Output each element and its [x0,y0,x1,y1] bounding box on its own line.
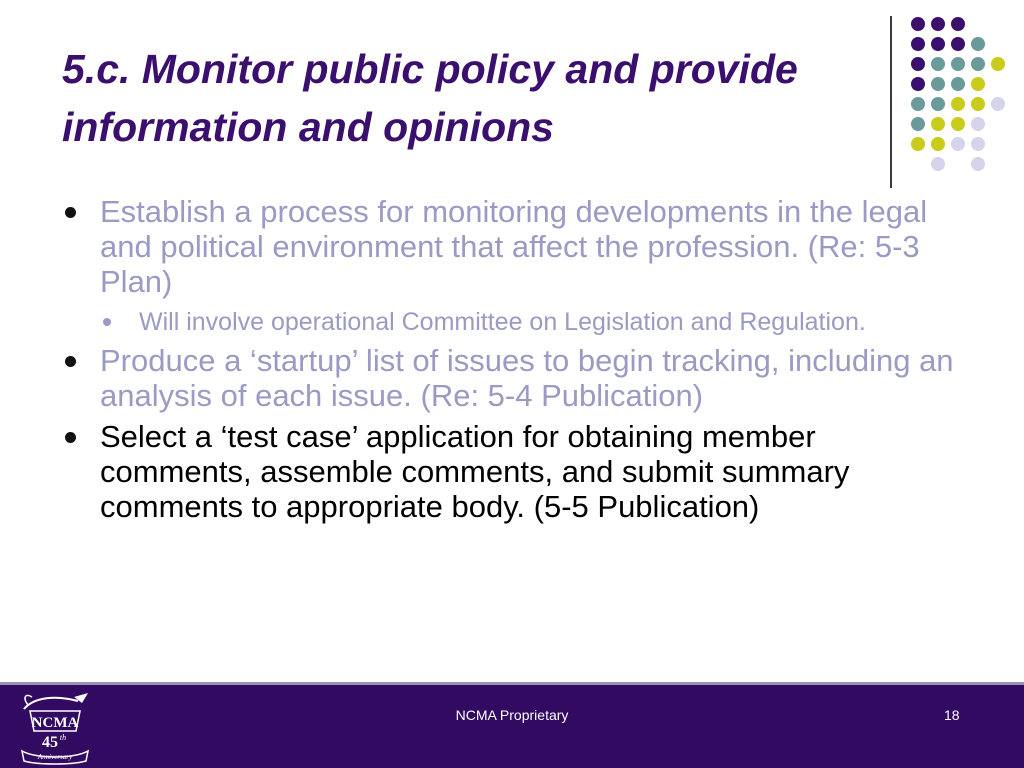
dot [951,37,965,51]
slide-title: 5.c. Monitor public policy and provide information and opinions [62,46,798,150]
dot [971,37,985,51]
slide-footer [0,682,1024,768]
sub-bullet-text: Will involve operational Committee on Legislation and Regulation. [139,308,866,336]
sub-bullet-item [62,307,967,337]
dot [971,77,985,91]
title-divider-line [890,16,892,188]
decorative-dot-grid [0,0,1024,200]
bullet-dot [65,207,76,218]
bullet-text: Select a ‘test case’ application for obtaining member comments, assemble comments, and submit summary comments to appropriate body. (5-5 Publication) [100,419,850,524]
bullet-item [62,194,967,299]
dot [991,57,1005,71]
ncma-45th-anniversary-logo-icon [16,691,94,765]
bullet-item [62,343,967,413]
sub-bullet-dot [103,318,111,326]
dot [911,57,925,71]
dot [911,117,925,131]
dot [911,77,925,91]
dot [971,117,985,131]
dot [951,117,965,131]
bullet-dot [65,356,76,367]
logo-number-text: 45 [42,734,58,751]
bullet-item [62,419,967,524]
dot [931,97,945,111]
bullet-text: Produce a ‘startup’ list of issues to begin tracking, including an analysis of each issue. (Re: 5-4 Publication) [100,343,954,413]
dot [971,137,985,151]
dot [931,117,945,131]
dot [951,17,965,31]
bullet-dot [65,432,76,443]
dot [931,137,945,151]
page-number: 18 [944,707,960,723]
dot [951,97,965,111]
dot [971,157,985,171]
dot [931,57,945,71]
dot [971,97,985,111]
dot [911,17,925,31]
dot [931,157,945,171]
dot [931,77,945,91]
dot [931,17,945,31]
logo-suffix-text: th [59,733,67,742]
dot [911,137,925,151]
dot [911,97,925,111]
dot [991,97,1005,111]
dot [931,37,945,51]
dot [911,37,925,51]
logo-name-text: NCMA [31,715,79,731]
dot [971,57,985,71]
slide-body [62,194,967,524]
dot [951,77,965,91]
logo-ribbon-text: Anniversary [37,753,73,761]
dot [951,57,965,71]
bullet-text: Establish a process for monitoring developments in the legal and political environment that affect the profession. (Re: 5-3 Plan) [100,194,928,299]
dot [951,137,965,151]
footer-proprietary-text: NCMA Proprietary [455,707,569,723]
